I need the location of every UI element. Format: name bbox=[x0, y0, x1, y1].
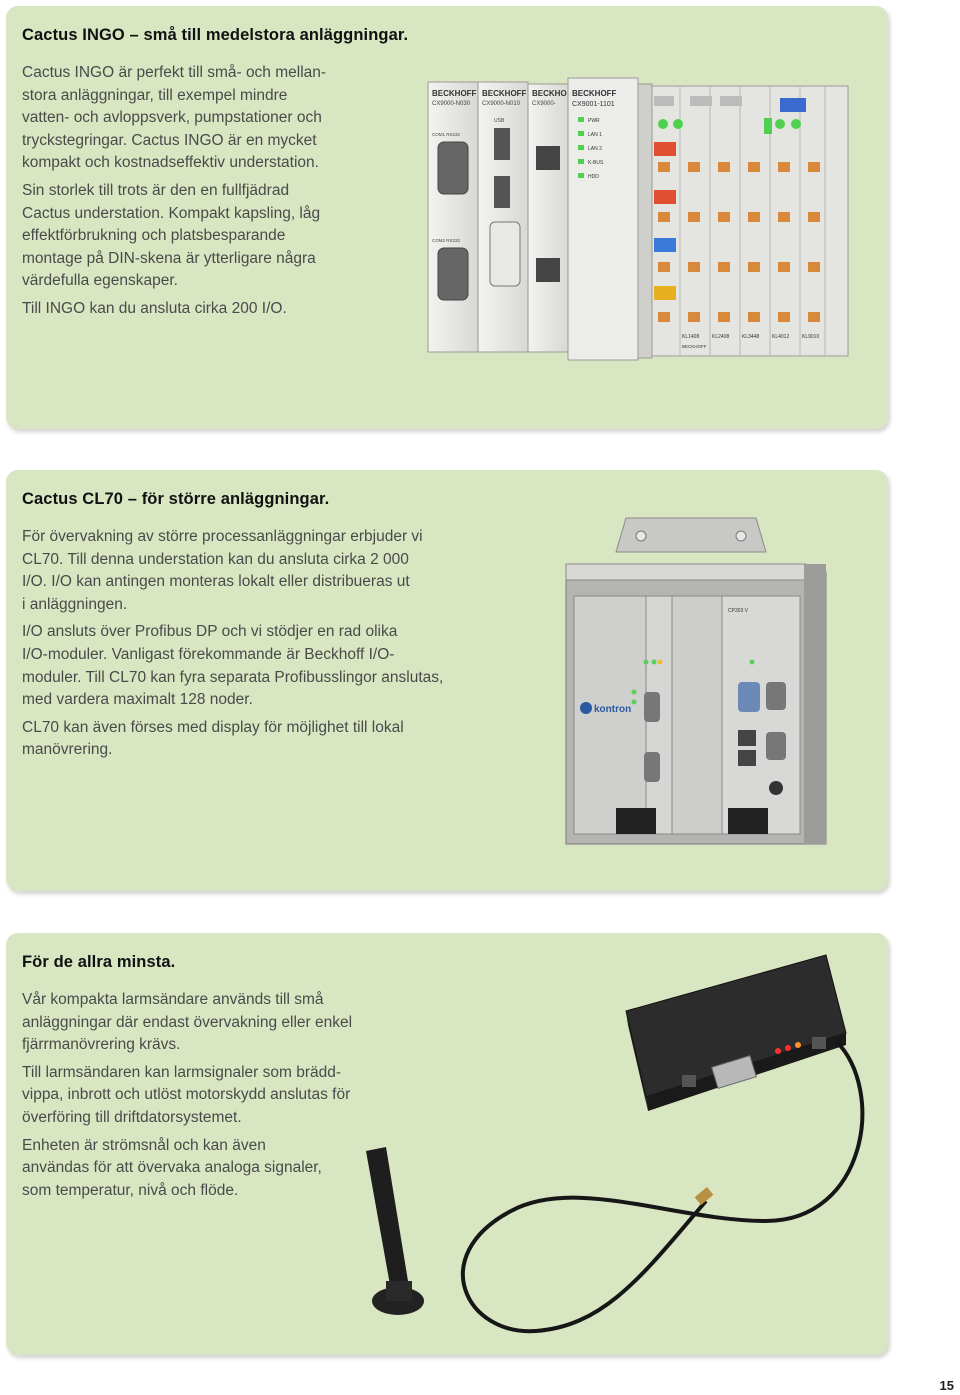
beckhoff-controller-image bbox=[420, 72, 850, 372]
paragraph: I/O ansluts över Profibus DP och vi stödjer en rad olika I/O-moduler. Vanligast förekommande är Beckhoff I/O- moduler. Till CL70 kan fyra separata Profibusslingor anslutas, med vardera maximalt 128 noder. bbox=[22, 623, 444, 709]
image-label: PWR bbox=[588, 118, 600, 124]
section-cactus-cl70 bbox=[6, 470, 888, 891]
image-label: KL2408 bbox=[712, 334, 730, 340]
section-heading: Cactus CL70 – för större anläggningar. bbox=[22, 490, 330, 508]
image-label: BECKHOFF bbox=[482, 89, 527, 98]
image-label: KL3448 bbox=[742, 334, 760, 340]
section-heading: För de allra minsta. bbox=[22, 953, 176, 971]
image-label: BECKHOFF bbox=[572, 89, 617, 98]
image-label: K-BUS bbox=[588, 160, 604, 166]
paragraph: Enheten är strömsnål och kan även användas för att övervaka analoga signaler, som temperatur, nivå och flöde. bbox=[22, 1136, 322, 1199]
section-smallest bbox=[6, 933, 888, 1355]
paragraph: CL70 kan även förses med display för möjlighet till lokal manövrering. bbox=[22, 718, 404, 759]
image-label: KL4012 bbox=[772, 334, 790, 340]
image-label: BECKHO bbox=[532, 89, 567, 98]
kontron-rack-image bbox=[556, 512, 836, 852]
image-label: CX9000-N010 bbox=[482, 101, 521, 107]
image-label: KL1408 bbox=[682, 334, 700, 340]
image-label: USB bbox=[494, 118, 505, 124]
image-label: CX9000-N030 bbox=[432, 101, 471, 107]
section-heading: Cactus INGO – små till medelstora anläggningar. bbox=[22, 26, 409, 44]
image-label: kontron bbox=[594, 704, 632, 715]
image-label: CX9000- bbox=[532, 101, 556, 107]
image-label: LAN 2 bbox=[588, 146, 602, 152]
paragraph: Till INGO kan du ansluta cirka 200 I/O. bbox=[22, 299, 287, 317]
paragraph: Vår kompakta larmsändare används till små anläggningar där endast övervakning eller enkel fjärrmanövrering krävs. bbox=[22, 991, 353, 1054]
section-cactus-ingo bbox=[6, 6, 888, 429]
alarm-transmitter-image bbox=[346, 941, 866, 1353]
image-label: BECKHOFF bbox=[682, 344, 707, 349]
section-body bbox=[22, 62, 382, 326]
section-body bbox=[22, 526, 492, 767]
image-label: HDD bbox=[588, 174, 599, 180]
image-label: LAN 1 bbox=[588, 132, 602, 138]
image-label: COM2 RS232 bbox=[432, 238, 461, 243]
image-label: CX9001-1101 bbox=[572, 101, 615, 108]
page-number: 15 bbox=[939, 1378, 954, 1393]
paragraph: Till larmsändaren kan larmsignaler som brädd- vippa, inbrott och utlöst motorskydd anslutas för överföring till driftdatorsystemet. bbox=[22, 1063, 351, 1126]
image-label: KL9010 bbox=[802, 334, 820, 340]
paragraph: För övervakning av större processanläggningar erbjuder vi CL70. Till denna understation kan du ansluta cirka 2 000 I/O. I/O kan antingen monteras lokalt eller distribueras ut i anläggningen. bbox=[22, 528, 423, 613]
paragraph: Cactus INGO är perfekt till små- och mellan- stora anläggningar, till exempel mindre vatten- och avloppsverk, pumpstationer och tryckstegringar. Cactus INGO är en mycket kompakt och kostnadseffektiv understation. bbox=[22, 64, 327, 172]
image-label: COM1 RS232 bbox=[432, 132, 461, 137]
section-body bbox=[22, 989, 402, 1207]
image-label: BECKHOFF bbox=[432, 89, 477, 98]
image-label: CP303 V bbox=[728, 608, 749, 614]
paragraph: Sin storlek till trots är den en fullfjädrad Cactus understation. Kompakt kapsling, låg effektförbrukning och platsbesparande montage på DIN-skena är ytterligare några värdefulla egenskaper. bbox=[22, 181, 321, 290]
